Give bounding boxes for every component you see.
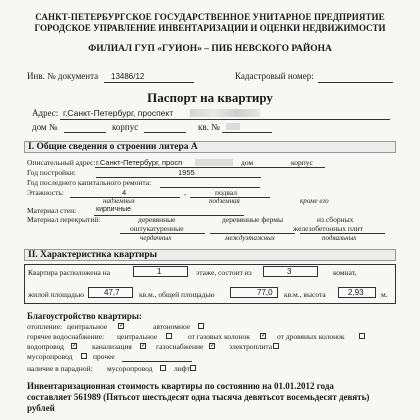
desc-address-value: г.Санкт-Петербург, просп [96,158,183,167]
heating-auto: автономное [153,322,191,331]
inv-value: 13486/12 [111,72,145,81]
repair-label: Год последнего капитального ремонта: [27,178,152,187]
branch-title: ФИЛИАЛ ГУП «ГУИОН» – ПИБ НЕВСКОГО РАЙОНА [88,44,332,54]
electric-label: электроплита [229,342,273,351]
floors-basement: подвал [215,188,237,197]
house-underline [64,132,106,133]
height-label: кв.м., высота [284,290,326,299]
section-2-title: II. Характеристика квартиры [28,250,158,260]
hw-wood-checkbox[interactable] [359,333,365,339]
water-label: водопровод [27,342,64,351]
desc-address-label: Описательный адрес: [27,158,96,167]
valuation-line-2: составляет 561989 (Пятьсот шестьдесят одна тысяча девятьсот восемьдесят девять) [27,392,370,402]
valuation-line-3: рублей [27,403,55,413]
walls-value: кирпичные [96,206,132,213]
org-line-2: ГОРОДСКОЕ УПРАВЛЕНИЕ ИНВЕНТАРИЗАЦИИ И ОЦЕНКИ НЕДВИЖИМОСТИ [34,23,386,33]
cadastral-label: Кадастровый номер: [235,71,314,81]
hw-central-checkbox[interactable] [166,333,172,339]
height-unit: м. [381,290,388,299]
walls-label: Материал стен: [27,206,77,215]
desc-underline [95,167,325,168]
gas-label: газоснабжение [156,342,204,351]
ceil-label: Материал перекрытий: [27,215,101,224]
inv-label: Инв. № документа [27,71,99,81]
sewer-checkbox[interactable]: ✓ [141,343,147,349]
hw-gas-checkbox[interactable]: ✓ [261,333,267,339]
floor-label: Квартира расположена на [28,268,111,277]
living-value: 47,7 [104,288,120,297]
heating-central-checkbox[interactable]: ✓ [119,323,125,329]
stair-garbage-checkbox[interactable] [160,365,166,371]
electric-checkbox[interactable] [273,343,279,349]
floors-above-value: 4 [122,188,127,197]
house-label: дом № [32,122,58,132]
valuation-line-1: Инвентаризационная стоимость квартиры по состоянию на 01.01.2012 года [27,381,334,391]
ceil-col3a: из сборных [317,215,354,224]
desc-korpus: корпус [291,158,313,167]
hw-wood: от дровяных колонок [277,332,345,341]
floors-sep: , [184,188,186,197]
ceil-col1a: деревянные [138,215,176,224]
korpus-label: корпус [112,122,139,132]
address-value: г.Санкт-Петербург, проспект [63,108,174,118]
ceil-sub-3: подвальных [322,234,357,242]
floors-sub-above: надземных [103,197,135,205]
sewer-label: канализация [92,342,132,351]
floors-sub-roof: кроме его [300,197,329,205]
cadastral-underline [318,82,393,83]
ceil-sub-1: чердачных [140,234,172,242]
floors-label: Этажность: [27,188,64,197]
desc-dom: дом [241,158,254,167]
apt-blur [226,123,240,130]
heating-label: отопление: [27,322,63,331]
heating-auto-checkbox[interactable] [198,323,204,329]
rooms-tail: комнат, [333,268,357,277]
address-underline [60,119,390,120]
floor-tail: этаже, состоит из [196,268,252,277]
repair-underline [160,187,260,188]
org-line-1: САНКТ-ПЕТЕРБУРГСКОЕ ГОСУДАРСТВЕННОЕ УНИТАРНОЕ ПРЕДПРИЯТИЕ [35,12,385,22]
total-value: 77,0 [257,288,273,297]
stair-garbage: мусоропровод [107,364,153,373]
living-label: жилой площадью [28,290,85,299]
korpus-underline [144,132,186,133]
ceil-col3b: железобетонных плит [293,224,363,233]
stair-label: наличие в парадной: [27,364,93,373]
total-label: кв.м., общей площадью [139,290,215,299]
stair-lift: лифт [174,364,190,373]
ceil-sub-2: междуэтажных [225,234,275,242]
other-underline [122,361,192,362]
ceil-col2: деревянные фермы [222,215,283,224]
apt-underline [222,132,272,133]
floors-sub-under: подземная [209,197,240,205]
hw-central: центральное [117,332,158,341]
address-blur [190,109,260,117]
stair-lift-checkbox[interactable] [190,365,196,371]
doc-title: Паспорт на квартиру [147,90,273,105]
apt-label: кв. № [198,122,220,132]
heating-central: центральное [67,322,108,331]
hotwater-label: горячее водоснабжение: [27,332,105,341]
floor-value: 1 [157,267,162,276]
rooms-value: 3 [287,267,292,276]
garbage-checkbox[interactable] [81,353,87,359]
year-value: 1955 [178,168,195,177]
desc-blur [195,159,233,166]
garbage-label: мусоропровод [27,352,73,361]
height-value: 2,93 [348,288,364,297]
inv-underline [104,82,194,83]
other-label: прочее [93,352,115,361]
year-label: Год постройки: [27,168,76,177]
water-checkbox[interactable]: ✓ [72,343,78,349]
ceil-col1b: оштукатуренные [130,224,184,233]
hw-gas: от газовых колонок [188,332,250,341]
address-label: Адрес: [32,108,59,118]
gas-checkbox[interactable]: ✓ [210,343,216,349]
section-1-title: I. Общие сведения о строении литера А [28,142,198,152]
amenities-title: Благоустройство квартиры: [27,311,142,321]
